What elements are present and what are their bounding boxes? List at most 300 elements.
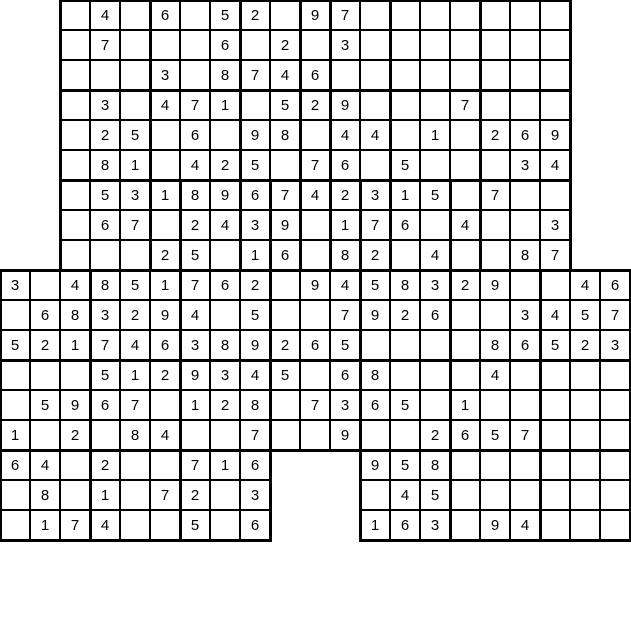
sudoku-cell-c4-r14[interactable] xyxy=(120,420,150,450)
sudoku-cell-c9-r6[interactable] xyxy=(270,180,300,210)
sudoku-cell-c4-r0[interactable] xyxy=(120,0,150,30)
sudoku-cell-c5-r1[interactable] xyxy=(150,30,180,60)
sudoku-cell-c8-r9[interactable] xyxy=(240,270,270,300)
sudoku-cell-c2-r16[interactable] xyxy=(60,480,90,510)
sudoku-cell-c8-r17[interactable] xyxy=(240,510,270,540)
sudoku-cell-c0-r17[interactable] xyxy=(0,510,30,540)
sudoku-cell-c3-r3[interactable] xyxy=(90,90,120,120)
sudoku-cell-c13-r17[interactable] xyxy=(390,510,420,540)
sudoku-cell-c9-r2[interactable] xyxy=(270,60,300,90)
sudoku-cell-c14-r12[interactable] xyxy=(420,360,450,390)
sudoku-cell-c9-r9[interactable] xyxy=(270,270,300,300)
sudoku-cell-c6-r8[interactable] xyxy=(180,240,210,270)
sudoku-cell-c9-r14[interactable] xyxy=(270,420,300,450)
sudoku-cell-c15-r3[interactable] xyxy=(450,90,480,120)
sudoku-cell-c11-r14[interactable] xyxy=(330,420,360,450)
sudoku-cell-c15-r7[interactable] xyxy=(450,210,480,240)
sudoku-cell-c14-r4[interactable] xyxy=(420,120,450,150)
sudoku-cell-c13-r15[interactable] xyxy=(390,450,420,480)
sudoku-cell-c5-r3[interactable] xyxy=(150,90,180,120)
sudoku-cell-c10-r2[interactable] xyxy=(300,60,330,90)
sudoku-cell-c7-r5[interactable] xyxy=(210,150,240,180)
sudoku-cell-c11-r5[interactable] xyxy=(330,150,360,180)
sudoku-cell-c12-r17[interactable] xyxy=(360,510,390,540)
sudoku-cell-c16-r9[interactable] xyxy=(480,270,510,300)
sudoku-cell-c4-r8[interactable] xyxy=(120,240,150,270)
sudoku-cell-c11-r7[interactable] xyxy=(330,210,360,240)
sudoku-cell-c19-r15[interactable] xyxy=(570,450,600,480)
sudoku-cell-c7-r6[interactable] xyxy=(210,180,240,210)
sudoku-cell-c11-r12[interactable] xyxy=(330,360,360,390)
sudoku-cell-c14-r16[interactable] xyxy=(420,480,450,510)
sudoku-cell-c5-r6[interactable] xyxy=(150,180,180,210)
sudoku-cell-c0-r12[interactable] xyxy=(0,360,30,390)
sudoku-cell-c10-r0[interactable] xyxy=(300,0,330,30)
sudoku-cell-c17-r2[interactable] xyxy=(510,60,540,90)
sudoku-cell-c13-r4[interactable] xyxy=(390,120,420,150)
sudoku-cell-c8-r14[interactable] xyxy=(240,420,270,450)
sudoku-cell-c5-r10[interactable] xyxy=(150,300,180,330)
sudoku-cell-c6-r9[interactable] xyxy=(180,270,210,300)
sudoku-cell-c13-r2[interactable] xyxy=(390,60,420,90)
sudoku-cell-c11-r11[interactable] xyxy=(330,330,360,360)
sudoku-cell-c6-r11[interactable] xyxy=(180,330,210,360)
sudoku-cell-c12-r7[interactable] xyxy=(360,210,390,240)
sudoku-cell-c6-r16[interactable] xyxy=(180,480,210,510)
sudoku-cell-c16-r10[interactable] xyxy=(480,300,510,330)
sudoku-cell-c4-r13[interactable] xyxy=(120,390,150,420)
sudoku-cell-c16-r14[interactable] xyxy=(480,420,510,450)
sudoku-cell-c14-r3[interactable] xyxy=(420,90,450,120)
sudoku-cell-c17-r7[interactable] xyxy=(510,210,540,240)
sudoku-cell-c6-r12[interactable] xyxy=(180,360,210,390)
sudoku-cell-c4-r6[interactable] xyxy=(120,180,150,210)
sudoku-cell-c20-r10[interactable] xyxy=(600,300,630,330)
sudoku-cell-c6-r1[interactable] xyxy=(180,30,210,60)
sudoku-cell-c12-r5[interactable] xyxy=(360,150,390,180)
sudoku-cell-c6-r7[interactable] xyxy=(180,210,210,240)
sudoku-cell-c18-r15[interactable] xyxy=(540,450,570,480)
sudoku-cell-c4-r5[interactable] xyxy=(120,150,150,180)
sudoku-cell-c14-r5[interactable] xyxy=(420,150,450,180)
sudoku-cell-c10-r1[interactable] xyxy=(300,30,330,60)
sudoku-cell-c20-r13[interactable] xyxy=(600,390,630,420)
sudoku-cell-c10-r7[interactable] xyxy=(300,210,330,240)
sudoku-cell-c3-r9[interactable] xyxy=(90,270,120,300)
sudoku-cell-c18-r3[interactable] xyxy=(540,90,570,120)
sudoku-cell-c15-r2[interactable] xyxy=(450,60,480,90)
sudoku-cell-c5-r9[interactable] xyxy=(150,270,180,300)
sudoku-cell-c19-r9[interactable] xyxy=(570,270,600,300)
sudoku-cell-c12-r6[interactable] xyxy=(360,180,390,210)
sudoku-cell-c8-r2[interactable] xyxy=(240,60,270,90)
sudoku-cell-c8-r0[interactable] xyxy=(240,0,270,30)
sudoku-cell-c11-r1[interactable] xyxy=(330,30,360,60)
sudoku-cell-c15-r8[interactable] xyxy=(450,240,480,270)
sudoku-cell-c4-r2[interactable] xyxy=(120,60,150,90)
sudoku-cell-c3-r6[interactable] xyxy=(90,180,120,210)
sudoku-cell-c11-r10[interactable] xyxy=(330,300,360,330)
sudoku-cell-c7-r11[interactable] xyxy=(210,330,240,360)
sudoku-cell-c15-r13[interactable] xyxy=(450,390,480,420)
sudoku-cell-c14-r14[interactable] xyxy=(420,420,450,450)
sudoku-cell-c1-r10[interactable] xyxy=(30,300,60,330)
sudoku-cell-c5-r15[interactable] xyxy=(150,450,180,480)
sudoku-cell-c14-r9[interactable] xyxy=(420,270,450,300)
sudoku-cell-c12-r0[interactable] xyxy=(360,0,390,30)
sudoku-cell-c0-r9[interactable] xyxy=(0,270,30,300)
sudoku-cell-c14-r11[interactable] xyxy=(420,330,450,360)
sudoku-cell-c19-r11[interactable] xyxy=(570,330,600,360)
sudoku-cell-c13-r3[interactable] xyxy=(390,90,420,120)
sudoku-cell-c16-r0[interactable] xyxy=(480,0,510,30)
sudoku-cell-c13-r10[interactable] xyxy=(390,300,420,330)
sudoku-cell-c10-r11[interactable] xyxy=(300,330,330,360)
sudoku-cell-c8-r11[interactable] xyxy=(240,330,270,360)
sudoku-cell-c18-r2[interactable] xyxy=(540,60,570,90)
sudoku-cell-c16-r8[interactable] xyxy=(480,240,510,270)
sudoku-cell-c13-r13[interactable] xyxy=(390,390,420,420)
sudoku-cell-c4-r17[interactable] xyxy=(120,510,150,540)
sudoku-cell-c3-r1[interactable] xyxy=(90,30,120,60)
sudoku-cell-c12-r8[interactable] xyxy=(360,240,390,270)
sudoku-cell-c3-r13[interactable] xyxy=(90,390,120,420)
sudoku-cell-c17-r11[interactable] xyxy=(510,330,540,360)
sudoku-cell-c9-r10[interactable] xyxy=(270,300,300,330)
sudoku-cell-c5-r0[interactable] xyxy=(150,0,180,30)
sudoku-cell-c18-r9[interactable] xyxy=(540,270,570,300)
sudoku-cell-c12-r10[interactable] xyxy=(360,300,390,330)
sudoku-cell-c3-r17[interactable] xyxy=(90,510,120,540)
sudoku-cell-c14-r13[interactable] xyxy=(420,390,450,420)
sudoku-cell-c7-r12[interactable] xyxy=(210,360,240,390)
sudoku-cell-c16-r13[interactable] xyxy=(480,390,510,420)
sudoku-cell-c16-r11[interactable] xyxy=(480,330,510,360)
sudoku-cell-c14-r8[interactable] xyxy=(420,240,450,270)
sudoku-cell-c17-r14[interactable] xyxy=(510,420,540,450)
sudoku-cell-c0-r14[interactable] xyxy=(0,420,30,450)
sudoku-cell-c9-r12[interactable] xyxy=(270,360,300,390)
sudoku-cell-c10-r10[interactable] xyxy=(300,300,330,330)
sudoku-cell-c20-r15[interactable] xyxy=(600,450,630,480)
sudoku-cell-c2-r13[interactable] xyxy=(60,390,90,420)
sudoku-cell-c12-r11[interactable] xyxy=(360,330,390,360)
sudoku-cell-c16-r1[interactable] xyxy=(480,30,510,60)
sudoku-cell-c6-r0[interactable] xyxy=(180,0,210,30)
sudoku-cell-c18-r13[interactable] xyxy=(540,390,570,420)
sudoku-cell-c19-r14[interactable] xyxy=(570,420,600,450)
sudoku-cell-c5-r11[interactable] xyxy=(150,330,180,360)
sudoku-cell-c9-r7[interactable] xyxy=(270,210,300,240)
sudoku-cell-c9-r0[interactable] xyxy=(270,0,300,30)
sudoku-cell-c9-r8[interactable] xyxy=(270,240,300,270)
sudoku-cell-c0-r10[interactable] xyxy=(0,300,30,330)
sudoku-cell-c6-r2[interactable] xyxy=(180,60,210,90)
sudoku-cell-c13-r12[interactable] xyxy=(390,360,420,390)
sudoku-cell-c11-r8[interactable] xyxy=(330,240,360,270)
sudoku-cell-c14-r17[interactable] xyxy=(420,510,450,540)
sudoku-cell-c13-r11[interactable] xyxy=(390,330,420,360)
sudoku-cell-c15-r6[interactable] xyxy=(450,180,480,210)
sudoku-cell-c16-r15[interactable] xyxy=(480,450,510,480)
sudoku-cell-c1-r15[interactable] xyxy=(30,450,60,480)
sudoku-cell-c15-r11[interactable] xyxy=(450,330,480,360)
sudoku-cell-c10-r6[interactable] xyxy=(300,180,330,210)
sudoku-cell-c6-r14[interactable] xyxy=(180,420,210,450)
sudoku-cell-c8-r7[interactable] xyxy=(240,210,270,240)
sudoku-cell-c15-r5[interactable] xyxy=(450,150,480,180)
sudoku-cell-c8-r1[interactable] xyxy=(240,30,270,60)
sudoku-cell-c14-r0[interactable] xyxy=(420,0,450,30)
sudoku-cell-c18-r10[interactable] xyxy=(540,300,570,330)
sudoku-cell-c12-r1[interactable] xyxy=(360,30,390,60)
sudoku-cell-c19-r17[interactable] xyxy=(570,510,600,540)
sudoku-cell-c19-r13[interactable] xyxy=(570,390,600,420)
sudoku-cell-c7-r1[interactable] xyxy=(210,30,240,60)
sudoku-cell-c8-r12[interactable] xyxy=(240,360,270,390)
sudoku-cell-c7-r16[interactable] xyxy=(210,480,240,510)
sudoku-cell-c15-r0[interactable] xyxy=(450,0,480,30)
sudoku-cell-c17-r5[interactable] xyxy=(510,150,540,180)
sudoku-cell-c14-r6[interactable] xyxy=(420,180,450,210)
sudoku-cell-c2-r0[interactable] xyxy=(60,0,90,30)
sudoku-cell-c2-r12[interactable] xyxy=(60,360,90,390)
sudoku-cell-c4-r15[interactable] xyxy=(120,450,150,480)
sudoku-cell-c8-r5[interactable] xyxy=(240,150,270,180)
sudoku-cell-c17-r3[interactable] xyxy=(510,90,540,120)
sudoku-cell-c7-r17[interactable] xyxy=(210,510,240,540)
sudoku-cell-c17-r16[interactable] xyxy=(510,480,540,510)
sudoku-cell-c2-r11[interactable] xyxy=(60,330,90,360)
sudoku-cell-c5-r14[interactable] xyxy=(150,420,180,450)
sudoku-cell-c16-r2[interactable] xyxy=(480,60,510,90)
sudoku-cell-c2-r5[interactable] xyxy=(60,150,90,180)
sudoku-cell-c1-r11[interactable] xyxy=(30,330,60,360)
sudoku-cell-c6-r10[interactable] xyxy=(180,300,210,330)
sudoku-cell-c10-r3[interactable] xyxy=(300,90,330,120)
sudoku-cell-c10-r5[interactable] xyxy=(300,150,330,180)
sudoku-cell-c15-r16[interactable] xyxy=(450,480,480,510)
sudoku-cell-c20-r14[interactable] xyxy=(600,420,630,450)
sudoku-cell-c10-r12[interactable] xyxy=(300,360,330,390)
sudoku-cell-c4-r11[interactable] xyxy=(120,330,150,360)
sudoku-cell-c1-r14[interactable] xyxy=(30,420,60,450)
sudoku-cell-c7-r7[interactable] xyxy=(210,210,240,240)
sudoku-cell-c4-r12[interactable] xyxy=(120,360,150,390)
sudoku-cell-c20-r12[interactable] xyxy=(600,360,630,390)
sudoku-cell-c16-r3[interactable] xyxy=(480,90,510,120)
sudoku-cell-c6-r3[interactable] xyxy=(180,90,210,120)
sudoku-cell-c2-r4[interactable] xyxy=(60,120,90,150)
sudoku-cell-c4-r4[interactable] xyxy=(120,120,150,150)
sudoku-cell-c6-r13[interactable] xyxy=(180,390,210,420)
sudoku-cell-c7-r0[interactable] xyxy=(210,0,240,30)
sudoku-cell-c9-r13[interactable] xyxy=(270,390,300,420)
sudoku-cell-c13-r6[interactable] xyxy=(390,180,420,210)
sudoku-cell-c7-r10[interactable] xyxy=(210,300,240,330)
sudoku-cell-c17-r9[interactable] xyxy=(510,270,540,300)
sudoku-cell-c12-r13[interactable] xyxy=(360,390,390,420)
sudoku-cell-c12-r15[interactable] xyxy=(360,450,390,480)
sudoku-cell-c15-r10[interactable] xyxy=(450,300,480,330)
sudoku-cell-c3-r5[interactable] xyxy=(90,150,120,180)
sudoku-cell-c2-r6[interactable] xyxy=(60,180,90,210)
sudoku-cell-c18-r8[interactable] xyxy=(540,240,570,270)
sudoku-cell-c2-r2[interactable] xyxy=(60,60,90,90)
sudoku-cell-c13-r1[interactable] xyxy=(390,30,420,60)
sudoku-cell-c16-r16[interactable] xyxy=(480,480,510,510)
sudoku-cell-c16-r7[interactable] xyxy=(480,210,510,240)
sudoku-cell-c3-r16[interactable] xyxy=(90,480,120,510)
sudoku-cell-c8-r6[interactable] xyxy=(240,180,270,210)
sudoku-cell-c10-r8[interactable] xyxy=(300,240,330,270)
sudoku-cell-c7-r8[interactable] xyxy=(210,240,240,270)
sudoku-cell-c8-r10[interactable] xyxy=(240,300,270,330)
sudoku-cell-c5-r13[interactable] xyxy=(150,390,180,420)
sudoku-cell-c18-r5[interactable] xyxy=(540,150,570,180)
sudoku-cell-c12-r14[interactable] xyxy=(360,420,390,450)
sudoku-cell-c18-r17[interactable] xyxy=(540,510,570,540)
sudoku-cell-c12-r4[interactable] xyxy=(360,120,390,150)
sudoku-cell-c20-r11[interactable] xyxy=(600,330,630,360)
sudoku-cell-c18-r7[interactable] xyxy=(540,210,570,240)
sudoku-cell-c2-r15[interactable] xyxy=(60,450,90,480)
sudoku-cell-c15-r17[interactable] xyxy=(450,510,480,540)
sudoku-cell-c16-r5[interactable] xyxy=(480,150,510,180)
sudoku-cell-c8-r3[interactable] xyxy=(240,90,270,120)
sudoku-cell-c11-r4[interactable] xyxy=(330,120,360,150)
sudoku-cell-c1-r17[interactable] xyxy=(30,510,60,540)
sudoku-cell-c6-r17[interactable] xyxy=(180,510,210,540)
sudoku-cell-c7-r2[interactable] xyxy=(210,60,240,90)
sudoku-cell-c16-r12[interactable] xyxy=(480,360,510,390)
sudoku-cell-c5-r7[interactable] xyxy=(150,210,180,240)
sudoku-cell-c9-r4[interactable] xyxy=(270,120,300,150)
sudoku-cell-c3-r7[interactable] xyxy=(90,210,120,240)
sudoku-cell-c8-r13[interactable] xyxy=(240,390,270,420)
sudoku-cell-c13-r7[interactable] xyxy=(390,210,420,240)
sudoku-cell-c3-r12[interactable] xyxy=(90,360,120,390)
sudoku-cell-c3-r0[interactable] xyxy=(90,0,120,30)
sudoku-cell-c3-r4[interactable] xyxy=(90,120,120,150)
sudoku-cell-c8-r4[interactable] xyxy=(240,120,270,150)
sudoku-cell-c2-r17[interactable] xyxy=(60,510,90,540)
sudoku-cell-c4-r3[interactable] xyxy=(120,90,150,120)
sudoku-cell-c4-r9[interactable] xyxy=(120,270,150,300)
sudoku-cell-c13-r14[interactable] xyxy=(390,420,420,450)
sudoku-cell-c11-r0[interactable] xyxy=(330,0,360,30)
sudoku-cell-c8-r16[interactable] xyxy=(240,480,270,510)
sudoku-cell-c18-r4[interactable] xyxy=(540,120,570,150)
sudoku-cell-c3-r15[interactable] xyxy=(90,450,120,480)
sudoku-cell-c9-r5[interactable] xyxy=(270,150,300,180)
sudoku-cell-c17-r4[interactable] xyxy=(510,120,540,150)
sudoku-cell-c2-r3[interactable] xyxy=(60,90,90,120)
sudoku-cell-c3-r14[interactable] xyxy=(90,420,120,450)
sudoku-cell-c18-r0[interactable] xyxy=(540,0,570,30)
sudoku-cell-c11-r2[interactable] xyxy=(330,60,360,90)
sudoku-cell-c11-r3[interactable] xyxy=(330,90,360,120)
sudoku-cell-c0-r11[interactable] xyxy=(0,330,30,360)
sudoku-cell-c15-r15[interactable] xyxy=(450,450,480,480)
sudoku-cell-c18-r11[interactable] xyxy=(540,330,570,360)
sudoku-cell-c13-r5[interactable] xyxy=(390,150,420,180)
sudoku-cell-c10-r4[interactable] xyxy=(300,120,330,150)
sudoku-cell-c14-r7[interactable] xyxy=(420,210,450,240)
sudoku-cell-c2-r10[interactable] xyxy=(60,300,90,330)
sudoku-cell-c18-r1[interactable] xyxy=(540,30,570,60)
sudoku-cell-c13-r16[interactable] xyxy=(390,480,420,510)
sudoku-cell-c20-r17[interactable] xyxy=(600,510,630,540)
sudoku-cell-c19-r10[interactable] xyxy=(570,300,600,330)
sudoku-cell-c17-r1[interactable] xyxy=(510,30,540,60)
sudoku-cell-c5-r2[interactable] xyxy=(150,60,180,90)
sudoku-cell-c20-r16[interactable] xyxy=(600,480,630,510)
sudoku-cell-c2-r7[interactable] xyxy=(60,210,90,240)
sudoku-cell-c5-r12[interactable] xyxy=(150,360,180,390)
sudoku-cell-c6-r5[interactable] xyxy=(180,150,210,180)
sudoku-cell-c10-r14[interactable] xyxy=(300,420,330,450)
sudoku-cell-c15-r14[interactable] xyxy=(450,420,480,450)
sudoku-cell-c7-r9[interactable] xyxy=(210,270,240,300)
sudoku-cell-c1-r16[interactable] xyxy=(30,480,60,510)
sudoku-cell-c16-r17[interactable] xyxy=(480,510,510,540)
sudoku-cell-c12-r3[interactable] xyxy=(360,90,390,120)
sudoku-cell-c7-r4[interactable] xyxy=(210,120,240,150)
sudoku-cell-c0-r15[interactable] xyxy=(0,450,30,480)
sudoku-cell-c2-r1[interactable] xyxy=(60,30,90,60)
sudoku-cell-c17-r17[interactable] xyxy=(510,510,540,540)
sudoku-cell-c3-r10[interactable] xyxy=(90,300,120,330)
sudoku-cell-c3-r11[interactable] xyxy=(90,330,120,360)
sudoku-cell-c0-r16[interactable] xyxy=(0,480,30,510)
sudoku-cell-c18-r14[interactable] xyxy=(540,420,570,450)
sudoku-cell-c20-r9[interactable] xyxy=(600,270,630,300)
sudoku-cell-c15-r12[interactable] xyxy=(450,360,480,390)
sudoku-cell-c17-r10[interactable] xyxy=(510,300,540,330)
sudoku-cell-c5-r4[interactable] xyxy=(150,120,180,150)
sudoku-cell-c16-r4[interactable] xyxy=(480,120,510,150)
sudoku-cell-c13-r0[interactable] xyxy=(390,0,420,30)
sudoku-cell-c14-r15[interactable] xyxy=(420,450,450,480)
sudoku-cell-c2-r14[interactable] xyxy=(60,420,90,450)
sudoku-cell-c11-r9[interactable] xyxy=(330,270,360,300)
sudoku-cell-c11-r13[interactable] xyxy=(330,390,360,420)
sudoku-cell-c18-r16[interactable] xyxy=(540,480,570,510)
sudoku-cell-c9-r11[interactable] xyxy=(270,330,300,360)
sudoku-cell-c5-r5[interactable] xyxy=(150,150,180,180)
sudoku-cell-c17-r6[interactable] xyxy=(510,180,540,210)
sudoku-cell-c11-r6[interactable] xyxy=(330,180,360,210)
sudoku-cell-c18-r12[interactable] xyxy=(540,360,570,390)
sudoku-cell-c7-r3[interactable] xyxy=(210,90,240,120)
sudoku-cell-c5-r17[interactable] xyxy=(150,510,180,540)
sudoku-cell-c19-r12[interactable] xyxy=(570,360,600,390)
sudoku-cell-c13-r8[interactable] xyxy=(390,240,420,270)
sudoku-cell-c4-r1[interactable] xyxy=(120,30,150,60)
sudoku-cell-c9-r1[interactable] xyxy=(270,30,300,60)
sudoku-cell-c12-r9[interactable] xyxy=(360,270,390,300)
sudoku-cell-c17-r15[interactable] xyxy=(510,450,540,480)
sudoku-cell-c0-r13[interactable] xyxy=(0,390,30,420)
sudoku-cell-c8-r8[interactable] xyxy=(240,240,270,270)
sudoku-cell-c12-r2[interactable] xyxy=(360,60,390,90)
sudoku-cell-c14-r2[interactable] xyxy=(420,60,450,90)
sudoku-cell-c17-r0[interactable] xyxy=(510,0,540,30)
sudoku-cell-c15-r4[interactable] xyxy=(450,120,480,150)
sudoku-cell-c3-r8[interactable] xyxy=(90,240,120,270)
sudoku-cell-c7-r15[interactable] xyxy=(210,450,240,480)
